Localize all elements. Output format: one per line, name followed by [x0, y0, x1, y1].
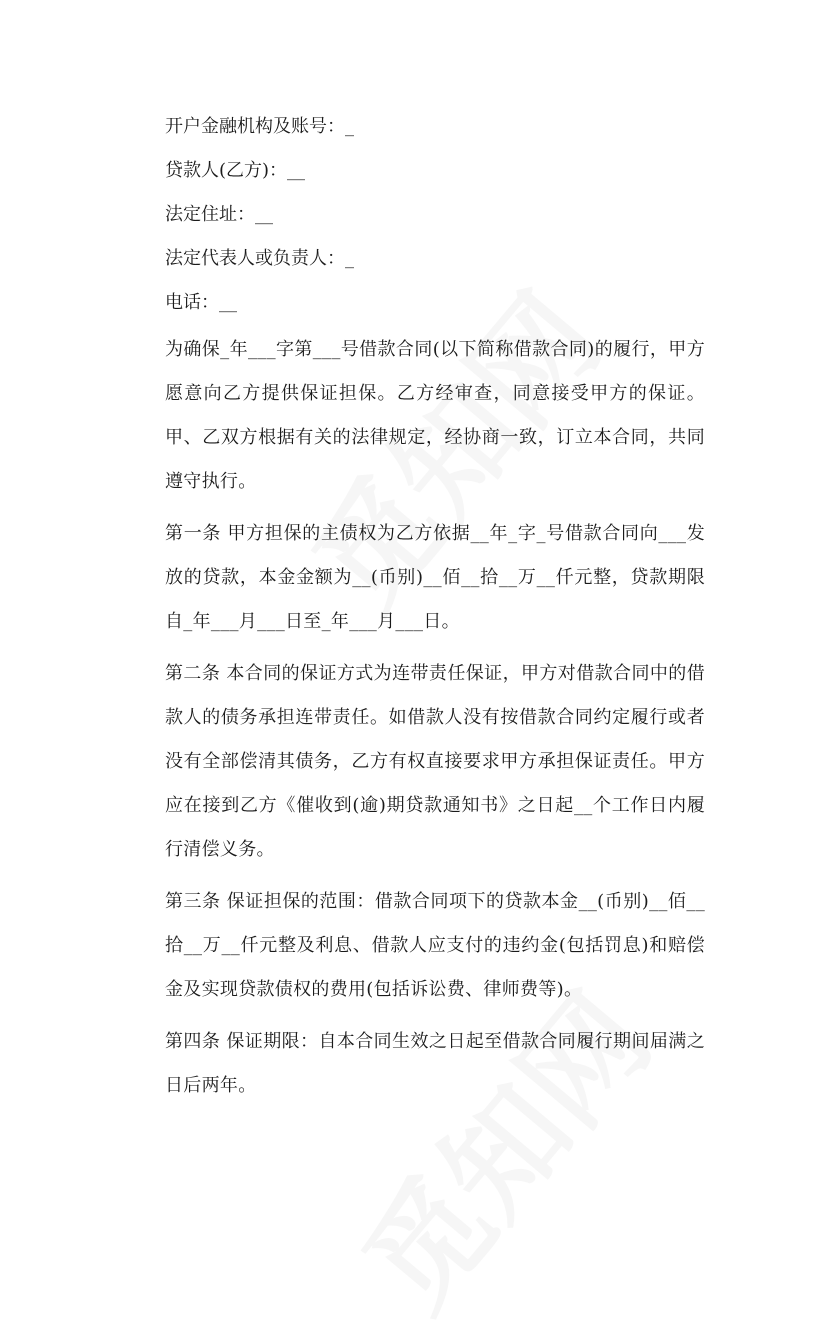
field-lender: 贷款人(乙方)：__ — [165, 160, 306, 181]
paragraph-article-2: 第二条 本合同的保证方式为连带责任保证，甲方对借款合同中的借款人的债务承担连带责任。如借款人没有按借款合同约定履行或者没有全部偿清其债务，乙方有权直接要求甲方承担保证责任。甲方应在接到乙方《催收到(逾)期贷款通知书》之日起__个工作日内履行清偿义务。 — [165, 663, 705, 860]
paragraph-article-1: 第一条 甲方担保的主债权为乙方依据__年_字_号借款合同向___发放的贷款，本金金额为__(币别)__佰__拾__万__仟元整，贷款期限自_年___月___日至_年___月___日。 — [165, 523, 705, 632]
paragraph-article-4: 第四条 保证期限：自本合同生效之日起至借款合同履行期间届满之日后两年。 — [165, 1031, 705, 1096]
field-legal-address: 法定住址：__ — [165, 204, 273, 225]
field-bank-account: 开户金融机构及账号：_ — [165, 116, 354, 137]
field-phone: 电话：__ — [165, 292, 237, 313]
paragraph-article-3: 第三条 保证担保的范围：借款合同项下的贷款本金__(币别)__佰__拾__万__仟元整及利息、借款人应支付的违约金(包括罚息)和赔偿金及实现贷款债权的费用(包括诉讼费、律师费等)。 — [165, 891, 705, 1000]
field-legal-representative: 法定代表人或负责人：_ — [165, 248, 354, 269]
document-body — [165, 108, 705, 1116]
paragraph-preamble: 为确保_年___字第___号借款合同(以下简称借款合同)的履行，甲方愿意向乙方提供保证担保。乙方经审查，同意接受甲方的保证。甲、乙双方根据有关的法律规定，经协商一致，订立本合同，共同遵守执行。 — [165, 339, 705, 492]
